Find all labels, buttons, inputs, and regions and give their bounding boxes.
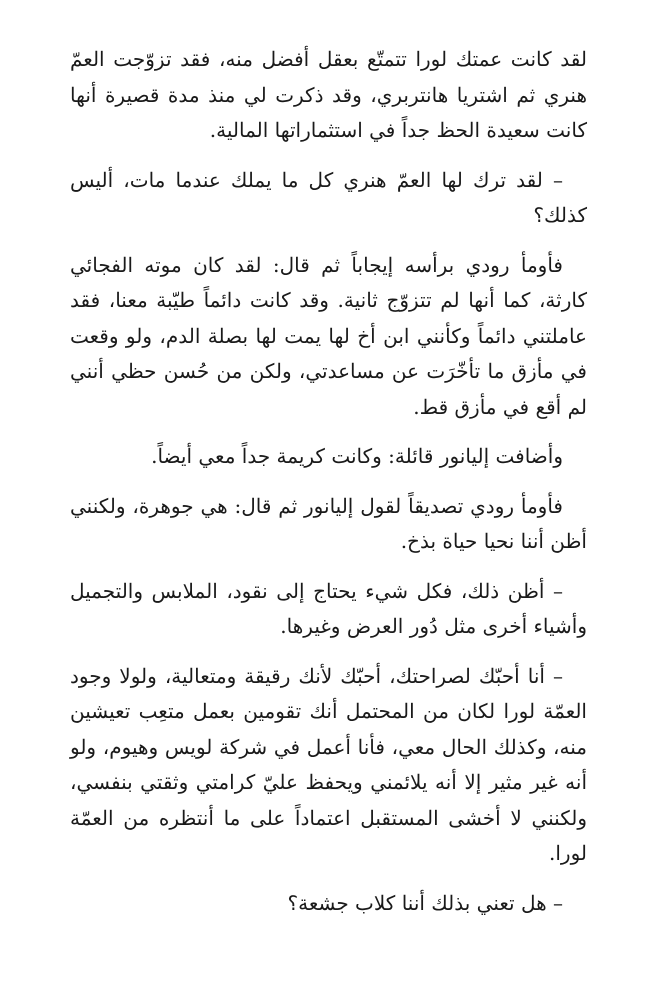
paragraph-6: – أظن ذلك، فكل شيء يحتاج إلى نقود، الملابس والتجميل وأشياء أخرى مثل دُور العرض وغيرها. — [70, 578, 587, 638]
paragraph-5: فأومأ رودي تصديقاً لقول إليانور ثم قال: هي جوهرة، ولكنني أظن أننا نحيا حياة بذخ. — [70, 493, 587, 553]
paragraph-2: – لقد ترك لها العمّ هنري كل ما يملك عندما مات، أليس كذلك؟ — [70, 167, 587, 227]
paragraph-7: – أنا أحبّك لصراحتك، أحبّك لأنك رقيقة ومتعالية، ولولا وجود العمّة لورا لكان من المحتمل أنك تقومين بعمل متعِب تعيشين منه، وكذلك الحال معي، فأنا أعمل في شركة لويس وهيوم، ولو أنه غير مثير إلا أنه يلائمني ويحفظ عليّ كرامتي وثقتي بنفسي، ولكنني لا أخشى المستقبل اعتماداً على ما أنتظره من العمّة لورا. — [70, 663, 587, 865]
paragraph-3: فأومأ رودي برأسه إيجاباً ثم قال: لقد كان موته الفجائي كارثة، كما أنها لم تتزوّج ثانية. وقد كانت دائماً طيّبة معنا، فقد عاملتني دائماً وكأنني ابن أخ لها يمت لها بصلة الدم، ولو وقعت في مأزق ما تأخّرَت عن مساعدتي، ولكن من حُسن حظي أنني لم أقع في مأزق قط. — [70, 252, 587, 419]
book-page — [70, 42, 587, 935]
paragraph-4: وأضافت إليانور قائلة: وكانت كريمة جداً معي أيضاً. — [151, 444, 563, 468]
paragraph-8: – هل تعني بذلك أننا كلاب جشعة؟ — [287, 890, 563, 915]
paragraph-1: لقد كانت عمتك لورا تتمتّع بعقل أفضل منه، فقد تزوّجت العمّ هنري ثم اشتريا هانتربري، وقد ذكرت لي منذ مدة قصيرة أنها كانت سعيدة الحظ جداً في استثماراتها المالية. — [70, 47, 587, 142]
